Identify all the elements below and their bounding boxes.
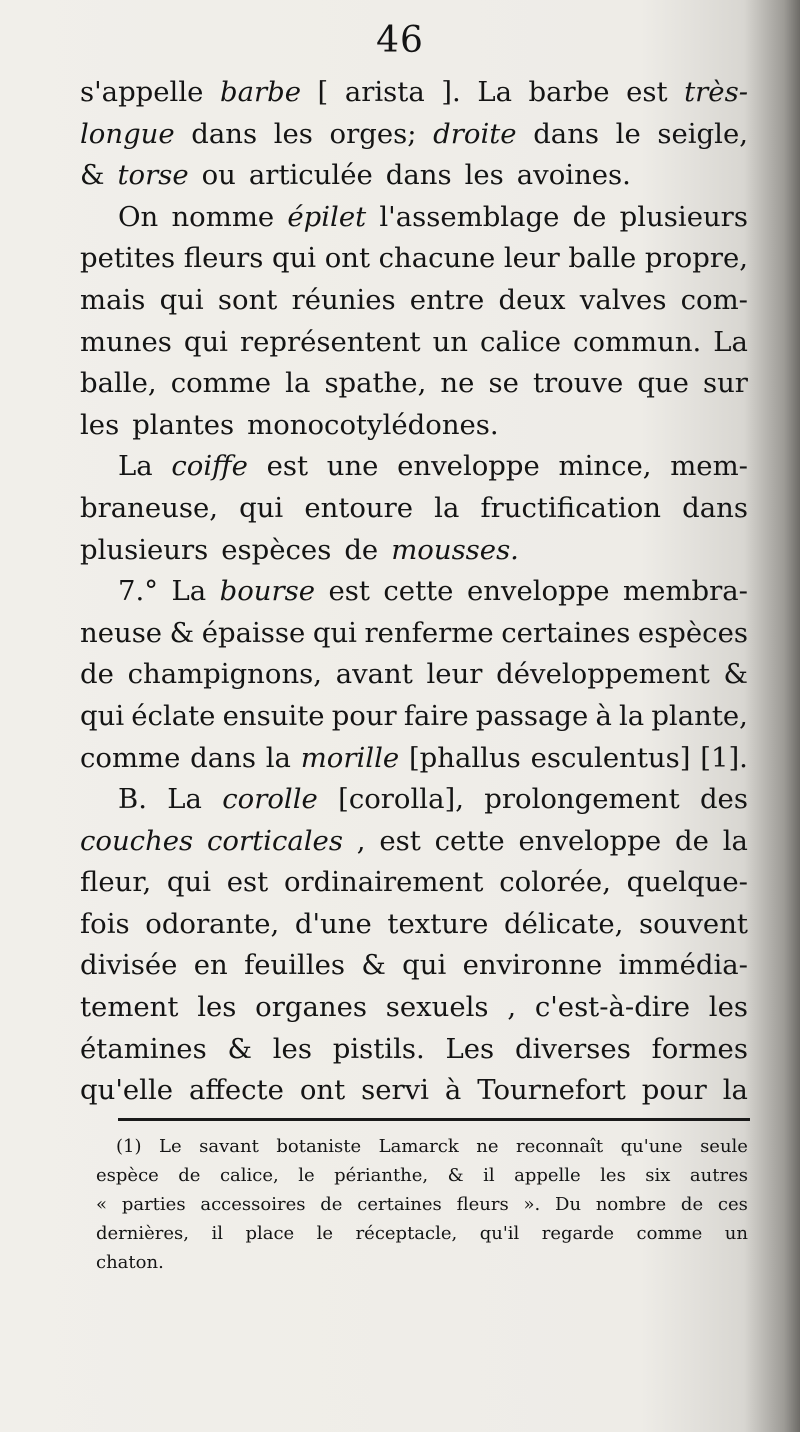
word: qui (166, 866, 212, 899)
text-line (80, 945, 748, 987)
word: de (680, 1194, 704, 1215)
word: affecte (188, 1074, 284, 1107)
text-line (80, 821, 748, 863)
word: certaines (501, 616, 631, 649)
word: pistils. (332, 1032, 425, 1065)
word: est (626, 76, 668, 108)
text-line (80, 987, 748, 1029)
word: La (118, 450, 153, 483)
word: certaines (357, 1194, 442, 1215)
text-line (80, 155, 748, 197)
word: représentent (239, 325, 421, 358)
word: feuilles (244, 949, 345, 982)
word: fructification (480, 491, 662, 524)
word: divisée (80, 949, 178, 982)
word: il (211, 1223, 223, 1244)
word: six (645, 1165, 671, 1186)
word: enveloppe (466, 575, 610, 608)
word: ». (523, 1194, 541, 1215)
text-line (80, 1029, 748, 1071)
word: diverses (514, 1032, 631, 1065)
word: qu'elle (80, 1074, 174, 1107)
paragraph (80, 197, 748, 447)
word: comme (636, 1223, 703, 1244)
text-line (80, 779, 748, 821)
word: fois (80, 907, 130, 940)
word: un (432, 325, 468, 358)
paragraph (80, 779, 748, 1112)
word: dans (191, 117, 258, 150)
footnote-rule (118, 1118, 750, 1121)
footnote-line (96, 1161, 748, 1190)
word: com- (680, 283, 748, 316)
text-line (80, 405, 748, 447)
word: [corolla], (338, 783, 464, 816)
word: (1) (116, 1136, 142, 1157)
word: immédia- (618, 949, 748, 982)
word: ces (717, 1194, 748, 1215)
word: les (80, 408, 120, 441)
footnote (96, 1132, 748, 1277)
word: colorée, (499, 866, 611, 899)
word: qui (271, 242, 317, 275)
italic-word: longue (80, 117, 175, 150)
word: Lamarck (378, 1136, 459, 1157)
word: de (320, 1194, 343, 1215)
word: la (285, 367, 311, 400)
word: ou (201, 159, 236, 192)
word: les (600, 1165, 626, 1186)
word: entoure (304, 491, 414, 524)
italic-word: bourse (219, 575, 316, 608)
word: & (723, 658, 748, 691)
word: Tournefort (477, 1074, 626, 1107)
word: s'appelle (80, 76, 204, 108)
word: plante, (651, 699, 748, 732)
word: éclate (131, 699, 216, 732)
word: arista (344, 76, 425, 108)
word: est (226, 866, 269, 899)
word: dans (533, 117, 600, 150)
word: chacune (378, 242, 496, 275)
italic-word: morille (300, 741, 400, 774)
word: La (171, 575, 207, 608)
word: la (265, 741, 291, 774)
word: délicate, (504, 907, 624, 940)
paragraph (80, 72, 748, 197)
word: l'assemblage (379, 200, 560, 233)
word: place (245, 1223, 295, 1244)
word: avant (335, 658, 413, 691)
text-line (80, 904, 748, 946)
word: passage (475, 699, 589, 732)
word: B. (118, 783, 147, 816)
word: texture (387, 907, 489, 940)
italic-word: couches (80, 824, 194, 857)
word: espèce (96, 1165, 159, 1186)
word: valves (579, 283, 667, 316)
word: braneuse, (80, 491, 218, 524)
word: autres (689, 1165, 748, 1186)
word: & (447, 1165, 464, 1186)
paragraph (80, 446, 748, 571)
word: ont (324, 242, 371, 275)
word: organes (255, 991, 367, 1024)
word: seule (700, 1136, 748, 1157)
word: c'est-à-dire (534, 991, 691, 1024)
word: d'une (294, 907, 372, 940)
word: servi (361, 1074, 429, 1107)
text-line (80, 613, 748, 655)
footnote-line (96, 1132, 748, 1161)
word: formes (651, 1032, 748, 1065)
word: fleurs (183, 242, 264, 275)
word: accessoires (200, 1194, 306, 1215)
word: trouve (532, 367, 624, 400)
word: des (699, 783, 748, 816)
page-number: 46 (376, 20, 424, 61)
word: La (167, 783, 202, 816)
word: cette (434, 824, 505, 857)
word: étamines (80, 1032, 207, 1065)
word: plusieurs (80, 533, 209, 566)
word: enveloppe (397, 450, 540, 483)
word: environne (462, 949, 603, 982)
word: de (344, 533, 379, 566)
footnote-line (96, 1248, 748, 1277)
word: fleurs (456, 1194, 509, 1215)
word: les (708, 991, 748, 1024)
italic-word: mousses. (391, 533, 519, 566)
word: avoines. (516, 159, 631, 192)
word: reconnaît (516, 1136, 604, 1157)
word: périanthe, (334, 1165, 429, 1186)
word: petites (80, 242, 176, 275)
word: est (328, 575, 370, 608)
word: esculentus] (530, 741, 691, 774)
word: renferme (364, 616, 494, 649)
footnote-line (96, 1190, 748, 1219)
text-line (80, 530, 748, 572)
word: regarde (541, 1223, 615, 1244)
word: & (80, 159, 105, 192)
italic-word: corticales (207, 824, 343, 857)
word: espèces (637, 616, 748, 649)
word: ensuite (222, 699, 325, 732)
word: nombre (595, 1194, 667, 1215)
word: « (96, 1194, 108, 1215)
word: & (227, 1032, 252, 1065)
word: la (618, 699, 645, 732)
word: spathe, (324, 367, 427, 400)
word: de (178, 1165, 201, 1186)
word: , (507, 991, 517, 1024)
word: épaisse (201, 616, 306, 649)
word: commun. (573, 325, 702, 358)
word: [phallus (408, 741, 521, 774)
word: qui (312, 616, 357, 649)
word: [ (317, 76, 329, 108)
word: qui (402, 949, 447, 982)
word: faire (403, 699, 469, 732)
italic-word: barbe (219, 76, 301, 108)
word: réunies (291, 283, 396, 316)
word: , (356, 824, 366, 857)
text-line (80, 238, 748, 280)
word: qui (183, 325, 228, 358)
word: ]. (441, 76, 461, 108)
word: qu'une (620, 1136, 683, 1157)
word: qu'il (479, 1223, 520, 1244)
word: munes (80, 325, 172, 358)
word: appelle (514, 1165, 581, 1186)
word: que (637, 367, 689, 400)
word: balle, (80, 367, 157, 400)
word: odorante, (145, 907, 280, 940)
word: pour (641, 1074, 707, 1107)
text-line (80, 280, 748, 322)
word: savant (199, 1136, 259, 1157)
word: la (722, 824, 748, 857)
italic-word: droite (433, 117, 517, 150)
text-line (80, 114, 748, 156)
word: le (298, 1165, 315, 1186)
word: dans (190, 741, 256, 774)
word: de (674, 824, 709, 857)
word: balle (568, 242, 637, 275)
word: calice (479, 325, 562, 358)
word: qui (80, 699, 125, 732)
text-line (80, 1070, 748, 1112)
word: Du (555, 1194, 582, 1215)
word: sont (217, 283, 278, 316)
word: La (713, 325, 748, 358)
word: neuse (80, 616, 163, 649)
text-line (80, 446, 748, 488)
word: sur (702, 367, 748, 400)
word: pour (331, 699, 397, 732)
word: une (326, 450, 379, 483)
text-line (80, 322, 748, 364)
word: quelque- (626, 866, 748, 899)
word: en (193, 949, 228, 982)
word: les (273, 117, 313, 150)
footnote-line (96, 1219, 748, 1248)
word: Le (159, 1136, 182, 1157)
word: Les (445, 1032, 495, 1065)
word: réceptacle, (355, 1223, 458, 1244)
word: sexuels (385, 991, 489, 1024)
text-line (80, 488, 748, 530)
word: [1]. (700, 741, 748, 774)
paragraph (80, 571, 748, 779)
word: de (80, 658, 114, 691)
word: articulée (248, 159, 373, 192)
word: mince, (558, 450, 652, 483)
text-line (80, 571, 748, 613)
text-line (80, 654, 748, 696)
text-line (80, 696, 748, 738)
word: monocotylédones. (247, 408, 499, 441)
italic-word: épilet (287, 200, 367, 233)
word: plantes (132, 408, 235, 441)
word: plusieurs (619, 200, 748, 233)
word: enveloppe (518, 824, 662, 857)
text-line (80, 197, 748, 239)
word: qui (159, 283, 204, 316)
word: La (477, 76, 512, 108)
word: est (379, 824, 421, 857)
word: calice, (219, 1165, 279, 1186)
word: de (572, 200, 607, 233)
word: se (488, 367, 519, 400)
text-line (80, 72, 748, 114)
italic-word: corolle (222, 783, 318, 816)
word: la (722, 1074, 748, 1107)
word: dernières, (96, 1223, 189, 1244)
text-line (80, 363, 748, 405)
word: les (464, 159, 504, 192)
italic-word: coiffe (171, 450, 248, 483)
word: On (118, 200, 159, 233)
word: un (724, 1223, 748, 1244)
word: parties (121, 1194, 186, 1215)
word: à (595, 699, 612, 732)
word: ne (476, 1136, 499, 1157)
word: chaton. (96, 1252, 164, 1273)
word: dans (682, 491, 748, 524)
word: à (444, 1074, 462, 1107)
word: champignons, (127, 658, 323, 691)
word: est (266, 450, 309, 483)
italic-word: torse (117, 159, 189, 192)
word: le (615, 117, 641, 150)
word: la (434, 491, 460, 524)
word: & (361, 949, 386, 982)
word: tement (80, 991, 179, 1024)
word: propre, (644, 242, 748, 275)
text-line (80, 862, 748, 904)
word: & (169, 616, 195, 649)
word: souvent (639, 907, 748, 940)
italic-word: très- (684, 76, 748, 108)
word: membra- (623, 575, 748, 608)
word: espèces (221, 533, 332, 566)
word: prolongement (484, 783, 680, 816)
word: nomme (171, 200, 275, 233)
word: développement (496, 658, 710, 691)
word: le (316, 1223, 334, 1244)
word: ne (440, 367, 475, 400)
word: leur (503, 242, 560, 275)
word: botaniste (276, 1136, 362, 1157)
word: mais (80, 283, 146, 316)
word: ordinairement (283, 866, 484, 899)
word: entre (409, 283, 485, 316)
word: comme (80, 741, 181, 774)
word: mem- (670, 450, 748, 483)
word: comme (170, 367, 272, 400)
word: cette (383, 575, 454, 608)
word: seigle, (657, 117, 748, 150)
text-line (80, 738, 748, 780)
word: il (483, 1165, 495, 1186)
word: deux (498, 283, 566, 316)
word: dans (385, 159, 452, 192)
word: 7.° (118, 575, 158, 608)
word: les (272, 1032, 312, 1065)
word: leur (426, 658, 483, 691)
word: ont (299, 1074, 346, 1107)
word: barbe (528, 76, 610, 108)
word: fleur, (80, 866, 152, 899)
word: orges; (329, 117, 417, 150)
word: les (197, 991, 237, 1024)
word: qui (239, 491, 284, 524)
main-text (80, 72, 748, 1112)
